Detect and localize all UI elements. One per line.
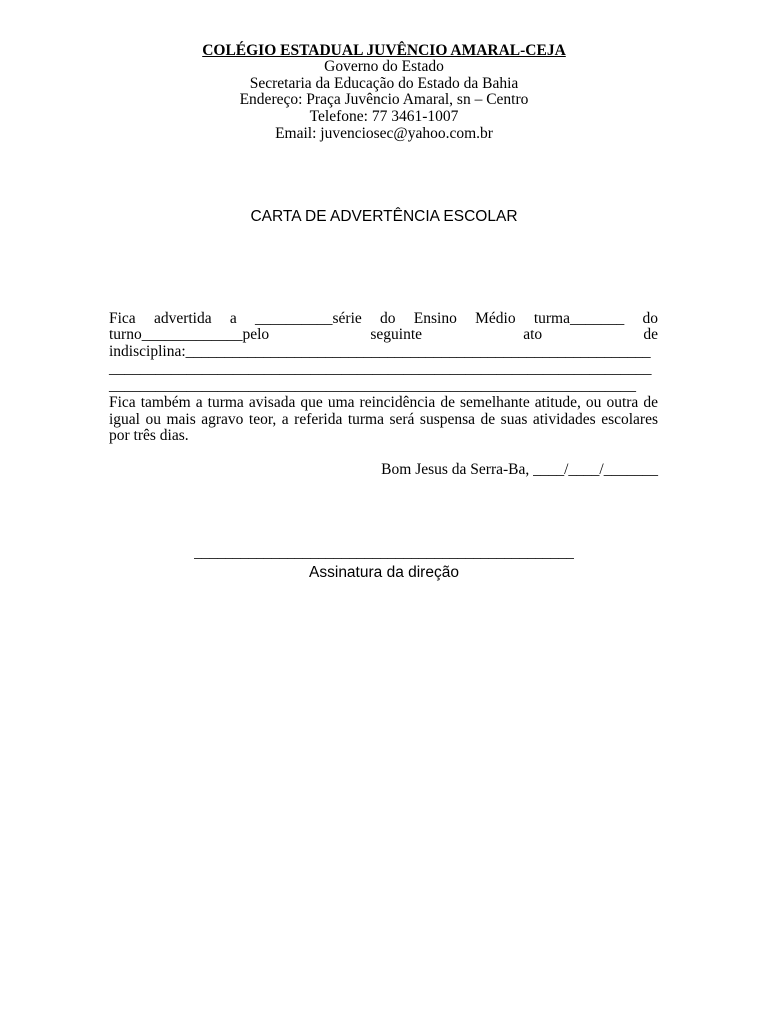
- notice-line: igual ou mais agravo teor, a referida turma será suspensa de suas atividades escolares: [109, 410, 658, 428]
- warning-line: ____________________________________________________________________: [109, 376, 636, 394]
- document-title: CARTA DE ADVERTÊNCIA ESCOLAR: [250, 208, 518, 225]
- signature-line: _________________________________________________: [194, 544, 574, 561]
- warning-line: turno_____________pelo seguinte ato de: [109, 326, 658, 344]
- government-line: Governo do Estado: [324, 58, 444, 76]
- warning-line: indisciplina:____________________________________________________________: [109, 343, 651, 361]
- school-name: COLÉGIO ESTADUAL JUVÊNCIO AMARAL-CEJA: [202, 41, 566, 59]
- secretariat-line: Secretaria da Educação do Estado da Bahia: [249, 74, 519, 92]
- notice-paragraph: [109, 395, 658, 446]
- address-line: Endereço: Praça Juvêncio Amaral, sn – Centro: [239, 91, 529, 109]
- notice-line: por três dias.: [109, 427, 189, 445]
- notice-line: Fica também a turma avisada que uma reincidência de semelhante atitude, ou outra de: [109, 393, 658, 411]
- warning-line: ______________________________________________________________________: [109, 360, 652, 378]
- letterhead: [0, 43, 768, 143]
- warning-line: Fica advertida a __________série do Ensino Médio turma_______ do: [109, 309, 658, 327]
- email-line: Email: juvenciosec@yahoo.com.br: [275, 124, 493, 142]
- signature-label: Assinatura da direção: [309, 564, 459, 581]
- phone-line: Telefone: 77 3461-1007: [309, 108, 459, 126]
- warning-paragraph: [109, 311, 658, 395]
- date-line: Bom Jesus da Serra-Ba, ____/____/_______: [381, 461, 658, 478]
